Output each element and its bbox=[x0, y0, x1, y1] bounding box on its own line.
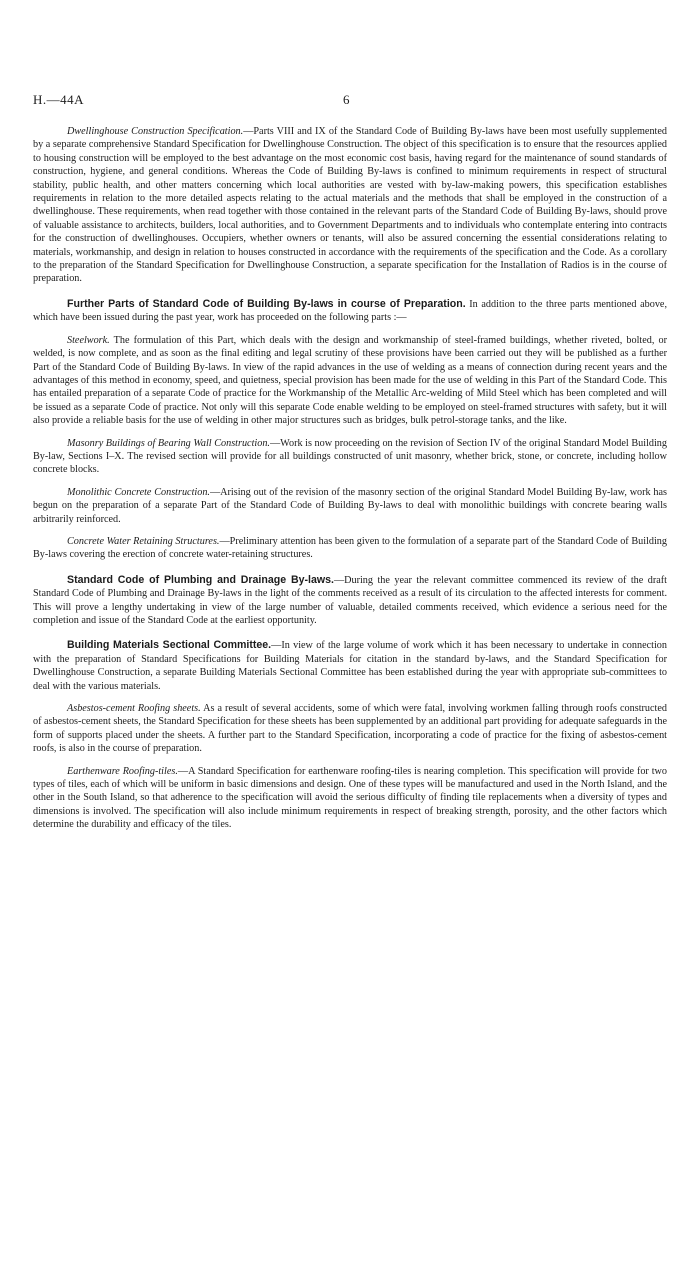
section-heading: Further Parts of Standard Code of Building By-laws in course of Preparation. bbox=[67, 297, 466, 310]
section-heading: Building Materials Sectional Committee. bbox=[67, 639, 272, 652]
paragraph-text: The formulation of this Part, which deals with the design and workmanship of steel-framed buildings, whether riveted, bolted, or welded, is now complete, and as soon as the final editing and legal scrutiny of these provisions have been carried out they will be published as a further Part of the Standard Code of Building By-laws. In view of the rapid advances in the use of welding as a means of connection during recent years and the advantages of this method in economy, speed, and quietness, special provision has been made for the use of welding in this Part of the Standard Code. This has entailed preparation of a separate Code of practice for the Workmanship of the Metallic Arc-welding of Mild Steel which has been completed and will be issued as a separate Code of practice. Not only will this separate Code enable welding to be employed on steel-framed structures with safety, but it will also provide a reliable basis for the use of welding in other major structures such as bridges, bulk petrol-storage tanks, and the like. bbox=[33, 334, 667, 427]
paragraph-monolithic-concrete bbox=[33, 486, 667, 526]
paragraph-text: —Parts VIII and IX of the Standard Code of Building By-laws have been most usefully supplemented by a separate comprehensive Standard Specification for Dwellinghouse Construction. The object of this specification is to ensure that the resources applied to housing construction will be employed to the best advantage on the most economic cost basis, having regard for the maintenance of sound standards of construction, hygiene, and general conditions. Whereas the Code of Building By-laws is confined to minimum requirements in respect of structural stability, public health, and other matters concerning which local authorities are vested with by-law-making powers, this specification establishes requirements in relation to the more detailed aspects relating to the actual materials and the methods that shall be employed in the construction of a dwellinghouse. These requirements, when read together with those contained in the relevant parts of the Standard Code of Building By-laws, should prove of valuable assistance to architects, builders, local authorities, and to Government Departments and to individuals who contemplate entering into contracts for the construction of dwellinghouses. Occupiers, whether owners or tenants, will also be assured concerning the essential considerations relating to materials, workmanship, and design in relation to houses constructed in accordance with the requirements of the specification and the Code. As a corollary to the preparation of the Standard Specification for Dwellinghouse Construction, a separate specification for the Installation of Radios is in the course of preparation. bbox=[33, 126, 667, 285]
section-heading: Standard Code of Plumbing and Drainage By-laws. bbox=[67, 573, 334, 586]
paragraph-steelwork bbox=[33, 334, 667, 428]
paragraph-lead: Monolithic Concrete Construction. bbox=[67, 486, 210, 498]
document-reference: H.—44A bbox=[33, 92, 85, 107]
paragraph-asbestos-cement bbox=[33, 702, 667, 756]
paragraph-lead: Concrete Water Retaining Structures. bbox=[67, 535, 220, 547]
paragraph-further-parts bbox=[33, 298, 667, 325]
page-header bbox=[33, 92, 667, 108]
paragraph-text: —Arising out of the revision of the masonry section of the original Standard Model Building By-law, work has begun on the preparation of a separate Part of the Standard Code of Building By-laws to deal with monolithic buildings with concrete bearing walls arbitrarily reinforced. bbox=[33, 486, 667, 525]
paragraph-lead: Masonry Buildings of Bearing Wall Construction. bbox=[67, 437, 270, 449]
paragraph-text: —Work is now proceeding on the revision of Section IV of the original Standard Model Building By-law, Sections I–X. The revised section will provide for all buildings constructed of unit masonry, whether brick, stone, or concrete, including hollow concrete blocks. bbox=[33, 437, 667, 476]
paragraph-plumbing-drainage bbox=[33, 574, 667, 628]
paragraph-dwellinghouse-specification bbox=[33, 125, 667, 286]
page-number: 6 bbox=[343, 92, 350, 107]
paragraph-text: —A Standard Specification for earthenware roofing-tiles is nearing completion. This specification will provide for two types of tiles, each of which will be uniform in basic dimensions and design. One of these types will be manufactured and used in the North Island, and the other in the South Island, so that adherence to the specification will avoid the serious difficulty of finding tile replacements when a diversity of types and dimensions is involved. The specification will also include minimum requirements in respect of breaking strength, porosity, and the other factors which determine the durability and efficacy of the tiles. bbox=[33, 765, 667, 831]
paragraph-concrete-water-retaining bbox=[33, 535, 667, 562]
paragraph-text: —In view of the large volume of work which it has been necessary to undertake in connection with the preparation of Standard Specifications for Building Materials for citation in the standard by-laws, and the Standard Specification for Dwellinghouse Construction, a separate Building Materials Sectional Committee has been established during the year with appropriate sub-committees to deal with the various materials. bbox=[33, 640, 667, 692]
paragraph-earthenware-tiles bbox=[33, 765, 667, 832]
paragraph-lead: Dwellinghouse Construction Specification. bbox=[67, 126, 244, 137]
paragraph-text: —Preliminary attention has been given to the formulation of a separate part of the Standard Code of Building By-laws covering the erection of concrete water-retaining structures. bbox=[33, 535, 667, 561]
paragraph-building-materials-committee bbox=[33, 639, 667, 693]
paragraph-lead: Steelwork. bbox=[67, 334, 110, 346]
paragraph-lead: Asbestos-cement Roofing sheets. bbox=[67, 703, 201, 715]
document-body bbox=[33, 125, 667, 841]
paragraph-masonry-buildings bbox=[33, 437, 667, 477]
paragraph-lead: Earthenware Roofing-tiles. bbox=[67, 765, 178, 777]
paragraph-text: As a result of several accidents, some of which were fatal, involving workmen falling through roofs constructed of asbestos-cement sheets, the Standard Specification for these sheets has been supplemented by an additional part providing for adequate safeguards in the form of supports placed under the sheets. A further part to the Standard Specification, incorporating a code of practice for the fixing of asbestos-cement roofs, is also in the course of preparation. bbox=[33, 703, 667, 755]
paragraph-text: In addition to the three parts mentioned above, which have been issued during the past year, work has proceeded on the following parts :— bbox=[33, 298, 667, 324]
paragraph-text: —During the year the relevant committee commenced its review of the draft Standard Code of Plumbing and Drainage By-laws in the light of the comments received as a result of its circulation to the affected interests for comment. This will prove a lengthy undertaking in view of the large number of valuable, detailed comments received, which evidence a serious need for the completion and issue of the Standard Code at the earliest opportunity. bbox=[33, 574, 667, 626]
